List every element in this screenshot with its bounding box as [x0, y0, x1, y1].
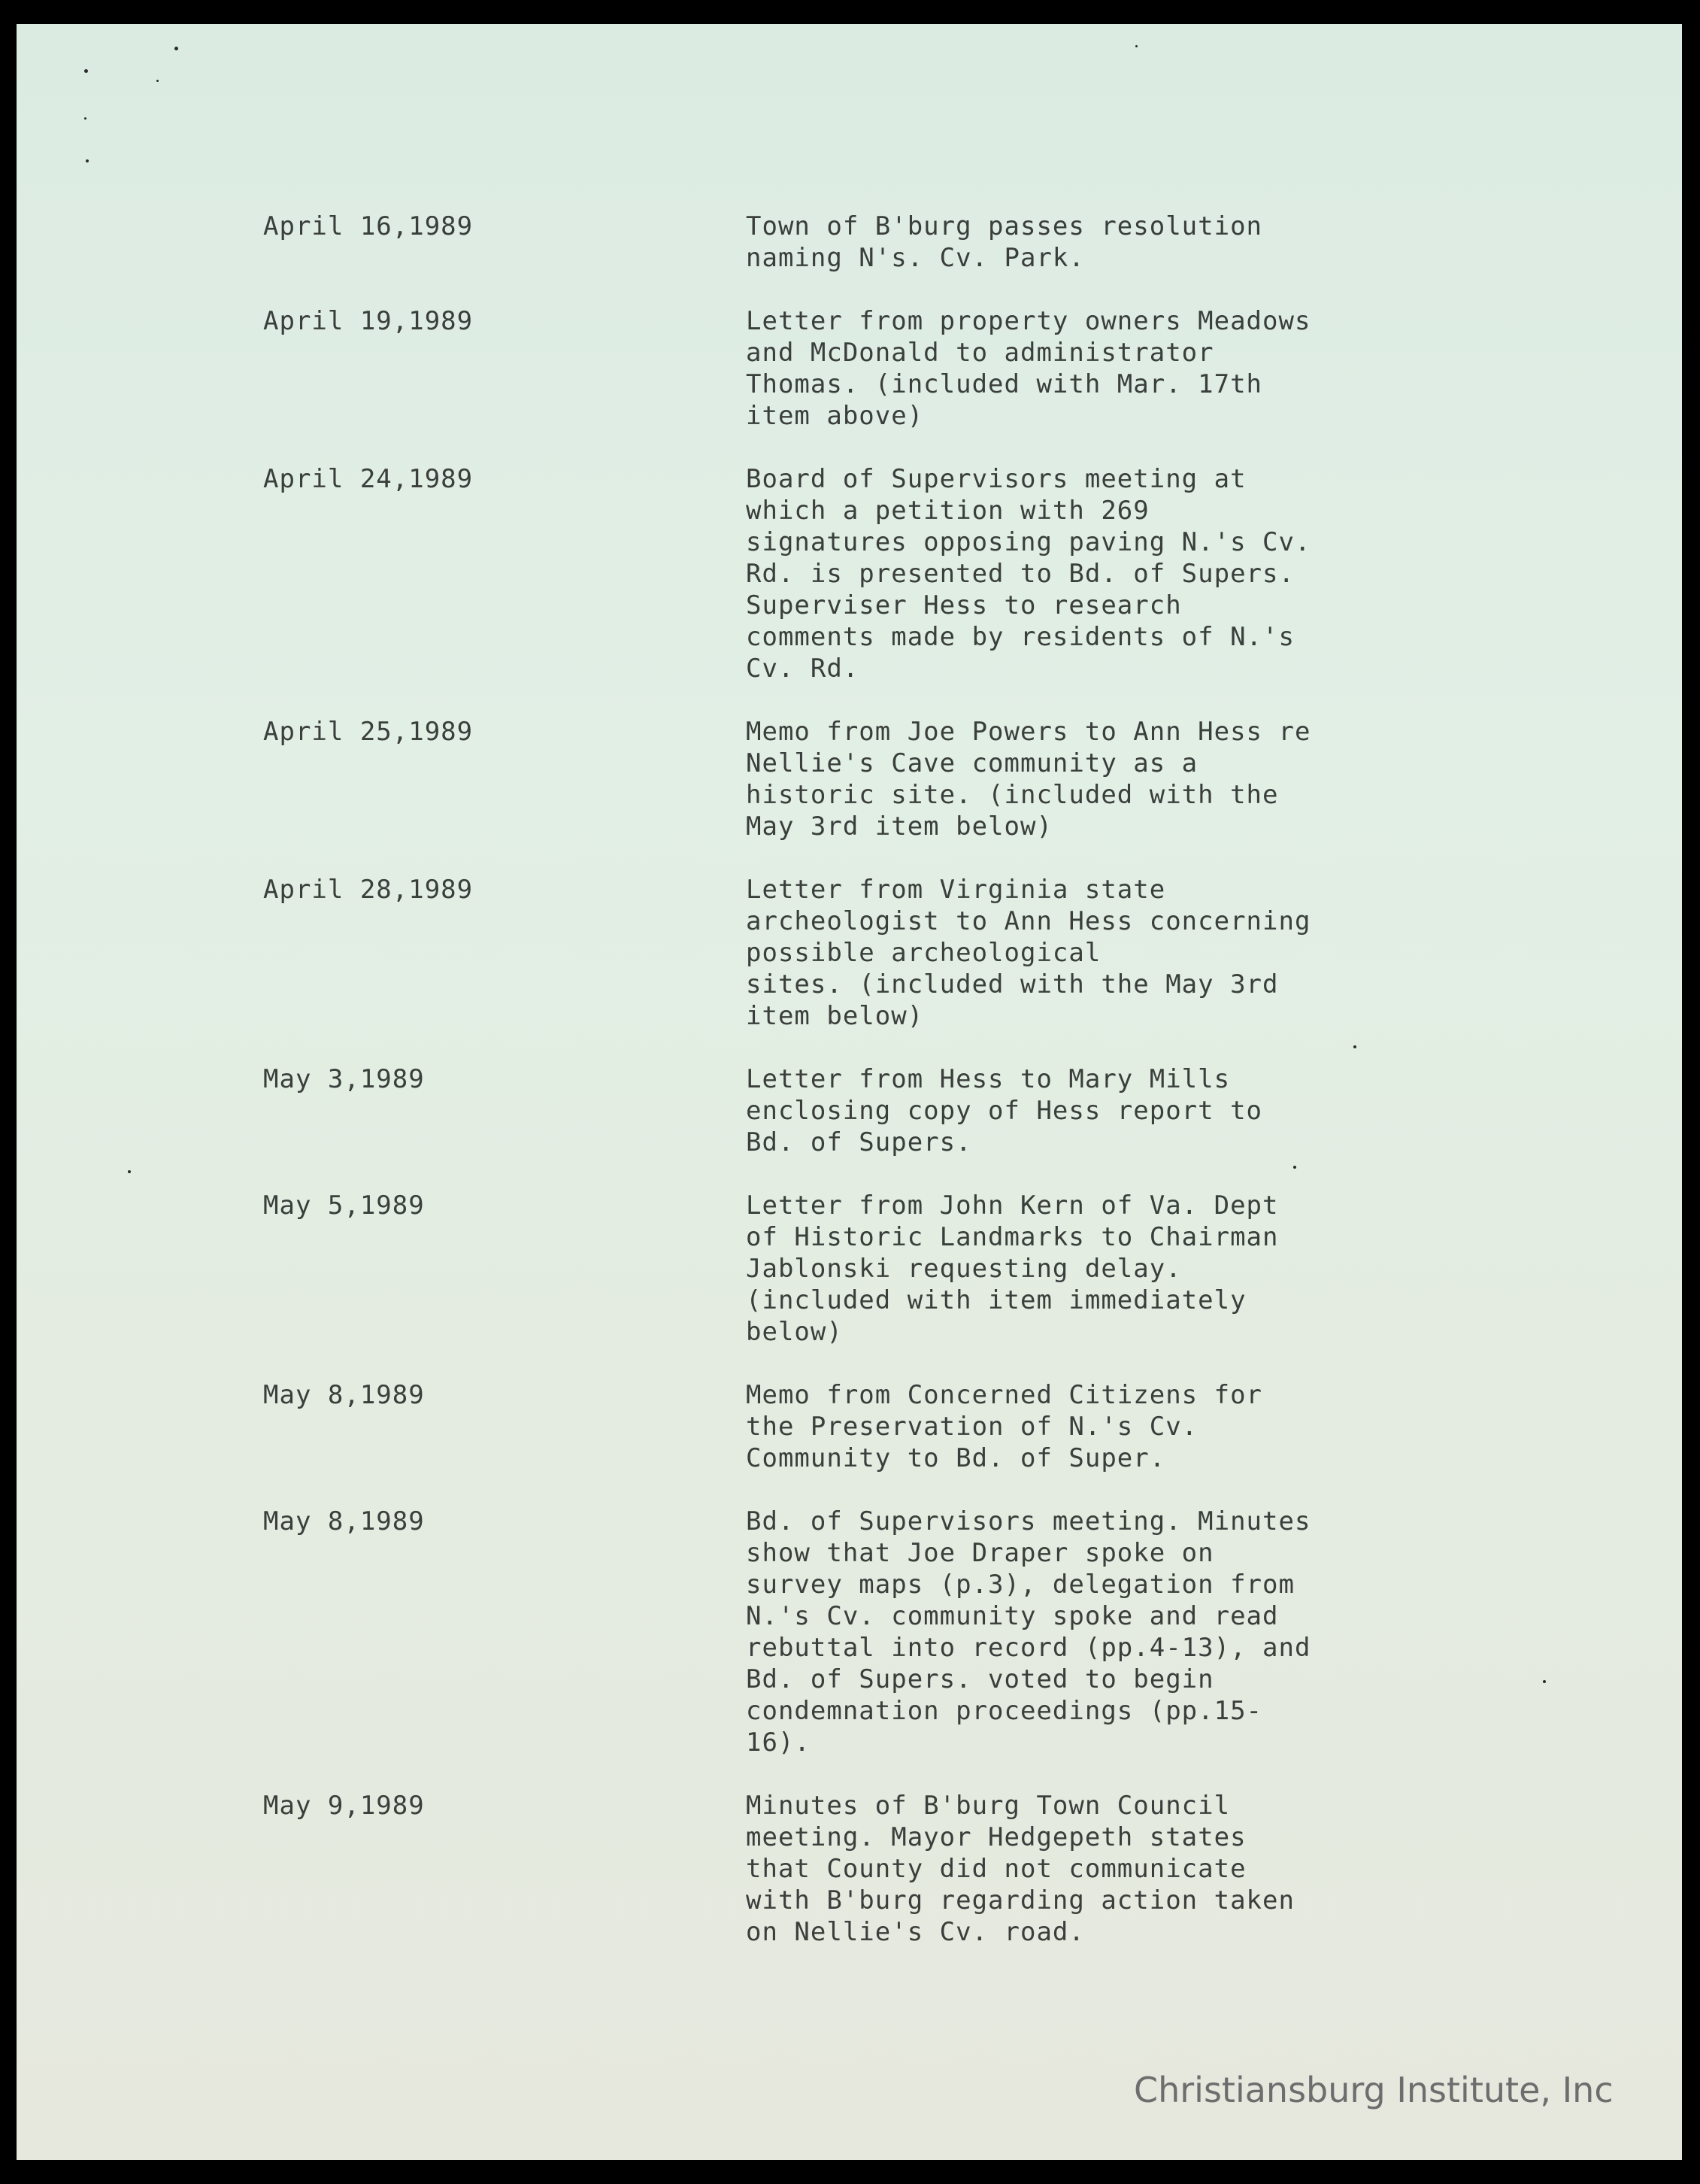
description-line: Letter from property owners Meadows [746, 306, 1311, 336]
description-line: item above) [746, 401, 924, 431]
description-line: historic site. (included with the [746, 780, 1279, 810]
entry-date: May 8,1989 [263, 1506, 425, 1536]
description-line: rebuttal into record (pp.4-13), and [746, 1633, 1311, 1663]
chronology-list [263, 211, 1481, 1979]
chronology-entry [263, 1063, 1481, 1158]
description-line: naming N's. Cv. Park. [746, 243, 1085, 273]
description-line: Community to Bd. of Super. [746, 1443, 1166, 1473]
chronology-entry [263, 463, 1481, 684]
description-line: Minutes of B'burg Town Council [746, 1791, 1231, 1821]
entry-date: May 3,1989 [263, 1064, 425, 1094]
description-line: item below) [746, 1001, 924, 1031]
entry-date: April 28,1989 [263, 875, 474, 905]
description-line: Letter from Hess to Mary Mills [746, 1064, 1231, 1094]
chronology-entry [263, 1379, 1481, 1474]
description-line: sites. (included with the May 3rd [746, 969, 1279, 999]
description-line: meeting. Mayor Hedgepeth states [746, 1822, 1247, 1852]
description-line: Thomas. (included with Mar. 17th [746, 369, 1263, 399]
archive-watermark: Christiansburg Institute, Inc [1134, 2070, 1614, 2110]
description-line: which a petition with 269 [746, 496, 1150, 526]
description-line: archeologist to Ann Hess concerning [746, 906, 1311, 936]
entry-description [746, 211, 1481, 274]
paper-speck [156, 80, 159, 82]
chronology-entry [263, 874, 1481, 1032]
description-line: on Nellie's Cv. road. [746, 1917, 1085, 1947]
description-line: Nellie's Cave community as a [746, 748, 1198, 778]
chronology-entry [263, 1506, 1481, 1758]
chronology-entry [263, 211, 1481, 274]
entry-date: April 16,1989 [263, 211, 474, 241]
description-line: show that Joe Draper spoke on [746, 1538, 1214, 1568]
entry-description [746, 716, 1481, 842]
entry-description [746, 1063, 1481, 1158]
entry-date: April 24,1989 [263, 464, 474, 494]
description-line: Board of Supervisors meeting at [746, 464, 1247, 494]
entry-description [746, 1190, 1481, 1348]
description-line: Bd. of Supers. [746, 1127, 972, 1157]
description-line: condemnation proceedings (pp.15- [746, 1696, 1263, 1726]
description-line: 16). [746, 1727, 811, 1758]
paper-speck [84, 117, 86, 120]
description-line: that County did not communicate [746, 1854, 1247, 1884]
description-line: Bd. of Supers. voted to begin [746, 1664, 1214, 1694]
paper-speck [1135, 45, 1138, 47]
entry-description [746, 1506, 1481, 1758]
entry-date: April 25,1989 [263, 717, 474, 747]
description-line: below) [746, 1317, 843, 1347]
description-line: May 3rd item below) [746, 811, 1053, 842]
chronology-entry [263, 305, 1481, 432]
paper-speck [174, 47, 178, 50]
entry-description [746, 463, 1481, 684]
description-line: possible archeological [746, 938, 1102, 968]
description-line: Memo from Concerned Citizens for [746, 1380, 1263, 1410]
description-line: Jablonski requesting delay. [746, 1254, 1182, 1284]
description-line: Town of B'burg passes resolution [746, 211, 1263, 241]
entry-date: April 19,1989 [263, 306, 474, 336]
description-line: comments made by residents of N.'s [746, 622, 1295, 652]
description-line: enclosing copy of Hess report to [746, 1096, 1263, 1126]
entry-description [746, 874, 1481, 1032]
description-line: Cv. Rd. [746, 654, 859, 684]
chronology-entry [263, 1790, 1481, 1948]
entry-description [746, 1379, 1481, 1474]
description-line: with B'burg regarding action taken [746, 1885, 1295, 1916]
document-page [17, 24, 1682, 2160]
description-line: Letter from John Kern of Va. Dept [746, 1191, 1279, 1221]
entry-date: May 8,1989 [263, 1380, 425, 1410]
entry-description [746, 305, 1481, 432]
paper-speck [128, 1170, 131, 1173]
description-line: survey maps (p.3), delegation from [746, 1570, 1295, 1600]
description-line: (included with item immediately [746, 1285, 1247, 1315]
paper-speck [86, 159, 89, 162]
description-line: of Historic Landmarks to Chairman [746, 1222, 1279, 1252]
description-line: Bd. of Supervisors meeting. Minutes [746, 1506, 1311, 1536]
description-line: signatures opposing paving N.'s Cv. [746, 527, 1311, 557]
paper-speck [84, 69, 88, 73]
description-line: and McDonald to administrator [746, 338, 1214, 368]
description-line: Rd. is presented to Bd. of Supers. [746, 559, 1295, 589]
description-line: Superviser Hess to research [746, 590, 1182, 620]
description-line: the Preservation of N.'s Cv. [746, 1412, 1198, 1442]
description-line: Letter from Virginia state [746, 875, 1166, 905]
paper-speck [1543, 1680, 1546, 1683]
entry-date: May 9,1989 [263, 1791, 425, 1821]
chronology-entry [263, 1190, 1481, 1348]
description-line: N.'s Cv. community spoke and read [746, 1601, 1279, 1631]
entry-description [746, 1790, 1481, 1948]
entry-date: May 5,1989 [263, 1191, 425, 1221]
description-line: Memo from Joe Powers to Ann Hess re [746, 717, 1311, 747]
chronology-entry [263, 716, 1481, 842]
